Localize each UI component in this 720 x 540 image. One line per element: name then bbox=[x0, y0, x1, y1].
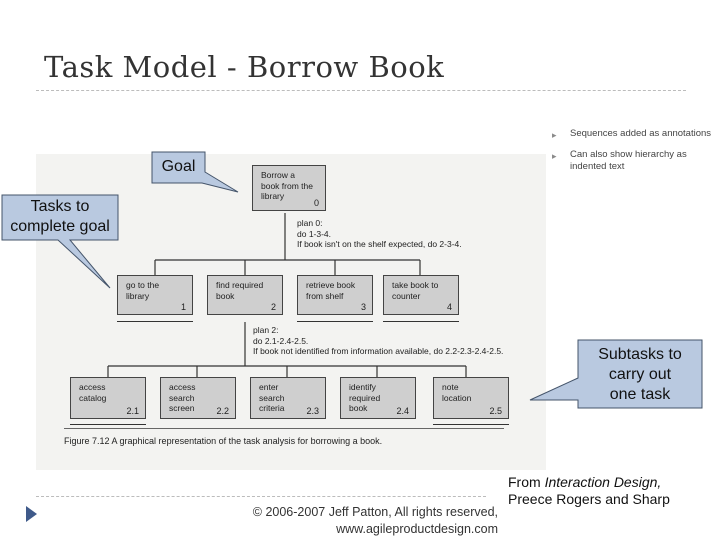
task-node-underline bbox=[383, 321, 459, 322]
task-node-number: 1 bbox=[180, 301, 186, 312]
callout-line: carry out bbox=[608, 366, 672, 383]
footer-divider bbox=[36, 496, 486, 497]
task-node-number: 4 bbox=[446, 301, 452, 312]
plan-line: do 2.1-2.4-2.5. bbox=[253, 335, 309, 346]
bullet-text: Can also show hierarchy as indented text bbox=[570, 149, 687, 172]
task-node-label: library bbox=[126, 290, 150, 301]
task-node-label: required bbox=[349, 392, 381, 403]
plan-0-annotation bbox=[297, 218, 462, 250]
task-node-label: book from the bbox=[261, 180, 313, 191]
task-node-label: retrieve book bbox=[306, 280, 356, 290]
task-node-1 bbox=[117, 275, 193, 315]
callout-line: complete goal bbox=[10, 218, 110, 235]
task-node-label: find required bbox=[216, 280, 264, 290]
task-node-underline bbox=[433, 424, 509, 425]
task-node-label: screen bbox=[169, 403, 195, 413]
task-node-label: from shelf bbox=[306, 290, 344, 301]
task-node-underline bbox=[70, 424, 146, 425]
subtask-node-2-3 bbox=[250, 377, 326, 419]
source-work-title: Interaction Design, bbox=[544, 474, 662, 490]
footer-url: www.agileproductdesign.com bbox=[336, 522, 498, 536]
slide-title: Task Model - Borrow Book bbox=[44, 50, 445, 84]
task-node-number: 2.4 bbox=[396, 405, 409, 416]
task-node-label: take book to bbox=[392, 280, 439, 290]
plan-2-annotation bbox=[253, 325, 503, 357]
task-node-number: 2 bbox=[270, 301, 276, 312]
task-node-label: search bbox=[169, 392, 195, 403]
bullet-arrow-icon: ▸ bbox=[552, 130, 557, 140]
task-node-label: counter bbox=[392, 290, 421, 301]
plan-line: plan 0: bbox=[297, 218, 323, 228]
subtask-node-2-4 bbox=[340, 377, 416, 419]
task-node-underline bbox=[117, 321, 193, 322]
callout-line: one task bbox=[609, 386, 671, 403]
task-node-3 bbox=[297, 275, 373, 315]
task-node-label: enter bbox=[259, 382, 279, 392]
task-node-number: 2.2 bbox=[216, 405, 229, 416]
task-node-number: 2.5 bbox=[489, 405, 502, 416]
figure-caption: Figure 7.12 A graphical representation of the task analysis for borrowing a book. bbox=[64, 436, 383, 446]
source-attribution bbox=[508, 474, 708, 508]
task-node-label: library bbox=[261, 191, 285, 201]
task-node-label: identify bbox=[349, 382, 376, 392]
bullet-text: Sequences added as annotations bbox=[570, 128, 712, 139]
copyright-text: © 2006-2007 Jeff Patton, All rights reserved, bbox=[252, 505, 498, 519]
task-node-4 bbox=[383, 275, 459, 315]
callout-line: Subtasks to bbox=[598, 346, 682, 363]
subtask-node-2-1 bbox=[70, 377, 146, 419]
task-node-label: go to the bbox=[126, 280, 160, 290]
plan-line: If book not identified from information available, do 2.2-2.3-2.4-2.5. bbox=[253, 346, 504, 356]
callout-line: Tasks to bbox=[30, 198, 90, 215]
task-node-label: location bbox=[442, 392, 472, 403]
source-prefix: From bbox=[508, 474, 545, 490]
bullet-arrow-icon: ▸ bbox=[552, 151, 557, 161]
callout-line: Goal bbox=[161, 158, 196, 175]
plan-line: plan 2: bbox=[253, 325, 279, 335]
task-node-label: access bbox=[169, 382, 196, 392]
task-node-label: note bbox=[442, 382, 459, 392]
subtask-node-2-5 bbox=[433, 377, 509, 419]
plan-line: do 1-3-4. bbox=[297, 228, 332, 239]
caption-divider bbox=[64, 428, 504, 429]
source-authors: Preece Rogers and Sharp bbox=[508, 491, 670, 507]
task-node-label: book bbox=[216, 290, 235, 301]
task-node-underline bbox=[297, 321, 373, 322]
task-node-number: 0 bbox=[313, 197, 319, 208]
task-node-root bbox=[252, 165, 326, 211]
tasks-callout-text bbox=[2, 197, 118, 237]
subtasks-callout-text bbox=[578, 345, 702, 405]
task-node-number: 2.3 bbox=[306, 405, 319, 416]
task-node-label: Borrow a bbox=[261, 170, 296, 180]
goal-callout-text bbox=[152, 157, 205, 177]
subtask-node-2-2 bbox=[160, 377, 236, 419]
slide-nav-arrow-icon bbox=[26, 506, 37, 522]
task-node-label: search bbox=[259, 392, 285, 403]
task-node-2 bbox=[207, 275, 283, 315]
task-node-label: book bbox=[349, 403, 368, 413]
task-node-number: 3 bbox=[360, 301, 366, 312]
plan-line: If book isn't on the shelf expected, do 2-3-4. bbox=[297, 239, 462, 249]
task-node-number: 2.1 bbox=[126, 405, 139, 416]
task-node-label: criteria bbox=[259, 403, 285, 413]
copyright-footer bbox=[230, 504, 498, 538]
task-node-label: access bbox=[79, 382, 106, 392]
task-node-label: catalog bbox=[79, 392, 107, 403]
